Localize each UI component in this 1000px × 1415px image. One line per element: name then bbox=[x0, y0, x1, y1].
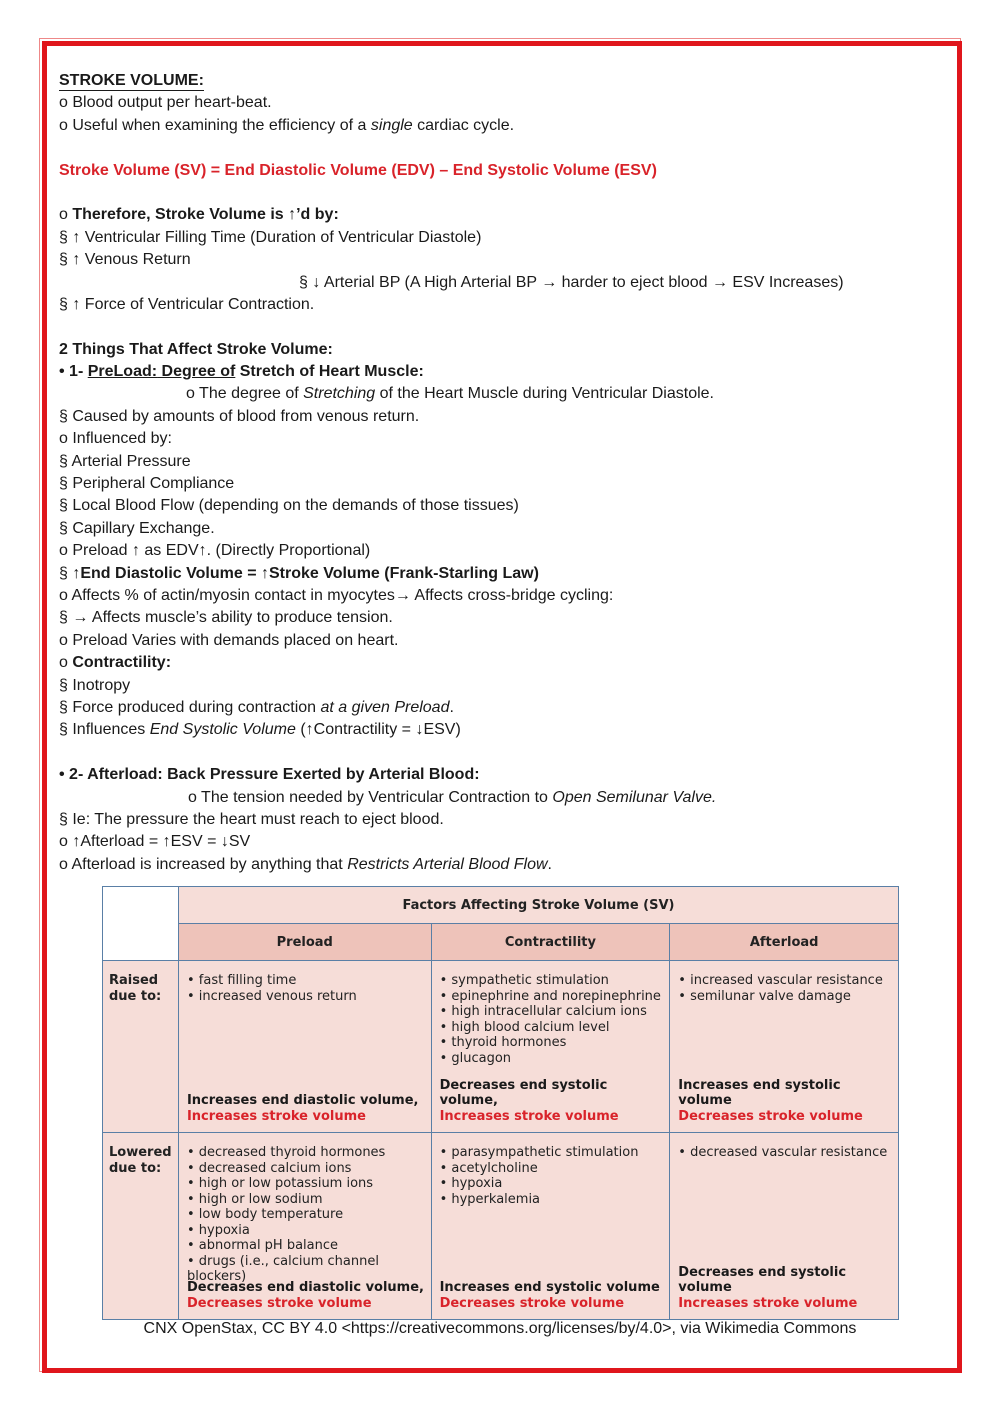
column-header-contractility: Contractility bbox=[431, 924, 670, 961]
column-header-preload: Preload bbox=[178, 924, 431, 961]
list-item: • low body temperature bbox=[187, 1207, 425, 1223]
preload-line: o Preload Varies with demands placed on heart. bbox=[59, 631, 399, 649]
list-item: • acetylcholine bbox=[440, 1161, 664, 1177]
list-item: • high intracellular calcium ions bbox=[440, 1004, 664, 1020]
preload-line: o Affects % of actin/myosin contact in myocytes→ Affects cross-bridge cycling: bbox=[59, 586, 614, 604]
table-title: Factors Affecting Stroke Volume (SV) bbox=[178, 887, 898, 924]
intro-line-1: o Blood output per heart-beat. bbox=[59, 94, 272, 112]
therefore-item: § ↑ Ventricular Filling Time (Duration of Ventricular Diastole) bbox=[59, 228, 482, 246]
row-label-raised: Raised due to: bbox=[103, 961, 179, 1133]
afterload-line: o Afterload is increased by anything that Restricts Arterial Blood Flow. bbox=[59, 855, 552, 873]
afterload-heading: • 2- Afterload: Back Pressure Exerted by Arterial Blood: bbox=[59, 766, 480, 784]
list-item: • increased vascular resistance bbox=[678, 973, 892, 989]
document-body bbox=[59, 70, 939, 876]
row-label-lowered: Lowered due to: bbox=[103, 1133, 179, 1320]
preload-definition: o The degree of Stretching of the Heart Muscle during Ventricular Diastole. bbox=[186, 385, 714, 403]
list-item: • increased venous return bbox=[187, 989, 425, 1005]
cell-raised-contractility: • sympathetic stimulation • epinephrine and norepinephrine • high intracellular calcium ions • high blood calcium level • thyroid hormones • glucagon Decreases end systolic volume, Increases stroke volume bbox=[431, 961, 670, 1133]
list-item: • drugs (i.e., calcium channel blockers) bbox=[187, 1254, 425, 1285]
list-item: • semilunar valve damage bbox=[678, 989, 892, 1005]
frank-starling-law: § ↑End Diastolic Volume = ↑Stroke Volume (Frank-Starling Law) bbox=[59, 564, 539, 582]
list-item: • decreased thyroid hormones bbox=[187, 1145, 425, 1161]
preload-line: § Peripheral Compliance bbox=[59, 475, 235, 493]
intro-line-2: o Useful when examining the efficiency of a single cardiac cycle. bbox=[59, 116, 515, 134]
list-item: • hypoxia bbox=[440, 1176, 664, 1192]
table-row-lowered bbox=[103, 1133, 899, 1320]
preload-line: § Caused by amounts of blood from venous return. bbox=[59, 407, 420, 425]
cell-lowered-preload: • decreased thyroid hormones • decreased calcium ions • high or low potassium ions • high or low sodium • low body temperature • hypoxia • abnormal pH balance • drugs (i.e., calcium channel blockers) Decreases end diastolic volume, Decreases stroke volume bbox=[178, 1133, 431, 1320]
list-item: • high blood calcium level bbox=[440, 1020, 664, 1036]
column-header-afterload: Afterload bbox=[670, 924, 899, 961]
afterload-definition: o The tension needed by Ventricular Contraction to Open Semilunar Valve. bbox=[188, 788, 717, 806]
list-item: • epinephrine and norepinephrine bbox=[440, 989, 664, 1005]
list-item: • abnormal pH balance bbox=[187, 1238, 425, 1254]
contractility-line: § Influences End Systolic Volume (↑Contractility = ↓ESV) bbox=[59, 721, 461, 739]
preload-line: § → Affects muscle’s ability to produce tension. bbox=[59, 609, 393, 627]
therefore-heading: o Therefore, Stroke Volume is ↑’d by: bbox=[59, 206, 339, 224]
preload-line: § Capillary Exchange. bbox=[59, 519, 215, 537]
two-things-heading: 2 Things That Affect Stroke Volume: bbox=[59, 340, 333, 358]
preload-line: § Local Blood Flow (depending on the demands of those tissues) bbox=[59, 497, 519, 515]
list-item: • decreased calcium ions bbox=[187, 1161, 425, 1177]
list-item: • thyroid hormones bbox=[440, 1035, 664, 1051]
cell-raised-afterload: • increased vascular resistance • semilunar valve damage Increases end systolic volume Decreases stroke volume bbox=[670, 961, 899, 1133]
list-item: • hypoxia bbox=[187, 1223, 425, 1239]
cell-raised-preload: • fast filling time • increased venous return Increases end diastolic volume, Increases stroke volume bbox=[178, 961, 431, 1133]
table-row-raised bbox=[103, 961, 899, 1133]
list-item: • sympathetic stimulation bbox=[440, 973, 664, 989]
therefore-item: § ↓ Arterial BP (A High Arterial BP → harder to eject blood → ESV Increases) bbox=[299, 273, 844, 291]
image-credit: CNX OpenStax, CC BY 4.0 <https://creativecommons.org/licenses/by/4.0>, via Wikimedia Commons bbox=[143, 1320, 857, 1337]
list-item: • glucagon bbox=[440, 1051, 664, 1067]
cell-lowered-contractility: • parasympathetic stimulation • acetylcholine • hypoxia • hyperkalemia Increases end systolic volume Decreases stroke volume bbox=[431, 1133, 670, 1320]
therefore-item: § ↑ Force of Ventricular Contraction. bbox=[59, 295, 315, 313]
afterload-line: § Ie: The pressure the heart must reach to eject blood. bbox=[59, 810, 444, 828]
contractility-line: § Force produced during contraction at a given Preload. bbox=[59, 698, 454, 716]
table-corner bbox=[103, 887, 179, 961]
list-item: • fast filling time bbox=[187, 973, 425, 989]
contractility-line: § Inotropy bbox=[59, 676, 131, 694]
factors-table bbox=[102, 886, 899, 1320]
afterload-line: o ↑Afterload = ↑ESV = ↓SV bbox=[59, 833, 251, 851]
preload-line: o Influenced by: bbox=[59, 430, 172, 448]
cell-lowered-afterload: • decreased vascular resistance Decreases end systolic volume Increases stroke volume bbox=[670, 1133, 899, 1320]
list-item: • hyperkalemia bbox=[440, 1192, 664, 1208]
list-item: • parasympathetic stimulation bbox=[440, 1145, 664, 1161]
list-item: • decreased vascular resistance bbox=[678, 1145, 892, 1161]
therefore-item: § ↑ Venous Return bbox=[59, 251, 191, 269]
preload-heading: • 1- PreLoad: Degree of Stretch of Heart Muscle: bbox=[59, 363, 424, 381]
contractility-heading: o Contractility: bbox=[59, 654, 172, 672]
section-heading: STROKE VOLUME: bbox=[59, 72, 204, 89]
preload-line: o Preload ↑ as EDV↑. (Directly Proportional) bbox=[59, 542, 371, 560]
list-item: • high or low sodium bbox=[187, 1192, 425, 1208]
preload-line: § Arterial Pressure bbox=[59, 452, 191, 470]
list-item: • high or low potassium ions bbox=[187, 1176, 425, 1192]
stroke-volume-formula: Stroke Volume (SV) = End Diastolic Volume (EDV) – End Systolic Volume (ESV) bbox=[59, 161, 657, 179]
